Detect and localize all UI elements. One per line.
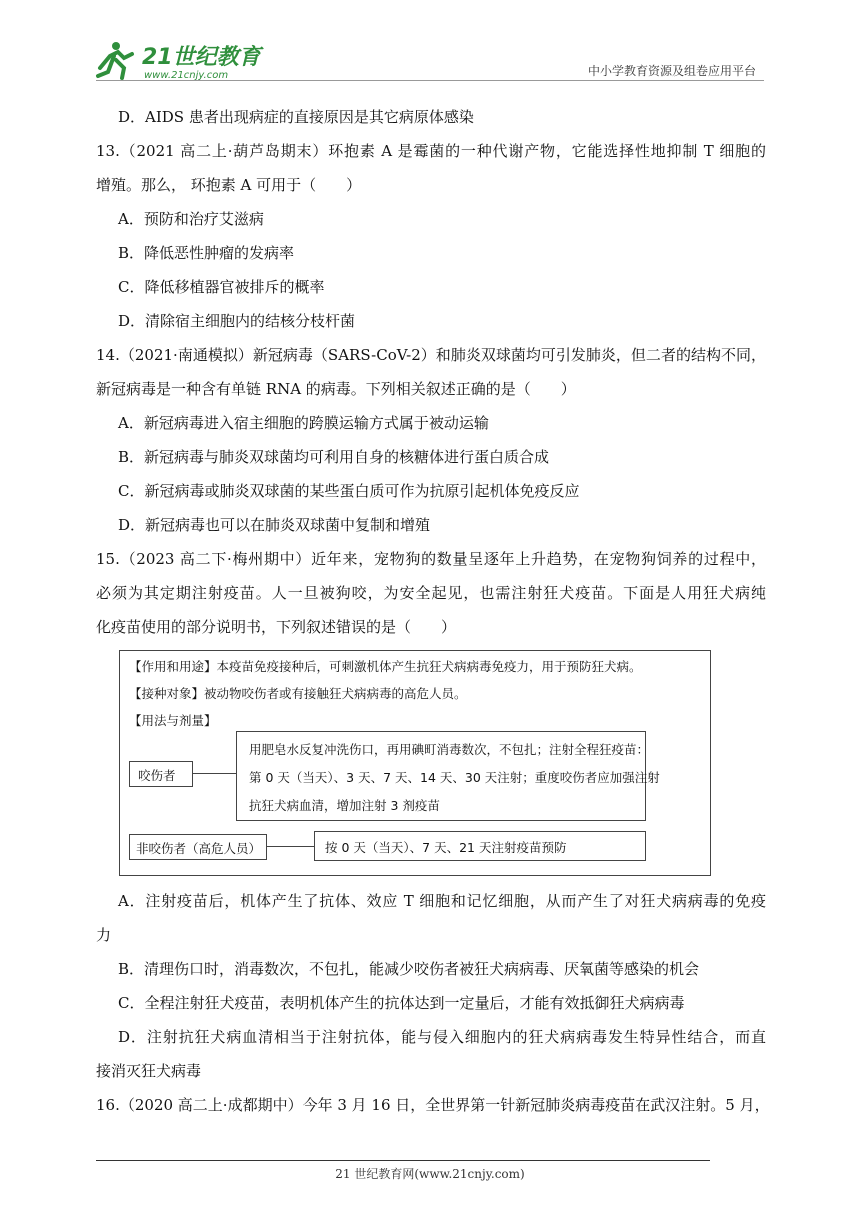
header-divider [96, 80, 764, 81]
q15-option-c: C．全程注射狂犬疫苗，表明机体产生的抗体达到一定量后，才能有效抵御狂犬病病毒 [118, 994, 685, 1012]
dosage-heading: 【用法与剂量】 [129, 713, 217, 728]
question-15-line-3: 化疫苗使用的部分说明书，下列叙述错误的是（ ） [96, 618, 457, 636]
site-logo [94, 38, 264, 82]
question-16-line-1: 16.（2020 高二上·成都期中）今年 3 月 16 日，全世界第一针新冠肺炎病毒疫苗在武汉注射。5 月， [96, 1096, 770, 1114]
vaccine-instructions-figure [119, 650, 711, 876]
footer-divider [96, 1160, 710, 1161]
logo-url: www.21cnjy.com [144, 70, 229, 81]
question-14-line-1: 14.（2021·南通模拟）新冠病毒（SARS-CoV-2）和肺炎双球菌均可引发肺炎，但二者的结构不同， [96, 346, 766, 364]
q15-option-a-line-1: A．注射疫苗后，机体产生了抗体、效应 T 细胞和记忆细胞，从而产生了对狂犬病病毒的免疫 [118, 892, 766, 910]
q13-option-a: A．预防和治疗艾滋病 [118, 210, 264, 228]
question-14-line-2: 新冠病毒是一种含有单链 RNA 的病毒。下列相关叙述正确的是（ ） [96, 380, 576, 398]
target-row: 【接种对象】被动物咬伤者或有接触狂犬病病毒的高危人员。 [129, 686, 467, 701]
bitten-instructions-box [236, 731, 660, 821]
logo-text: 21世纪教育 [142, 45, 261, 70]
nonbitten-box [129, 834, 267, 860]
platform-name: 中小学教育资源及组卷应用平台 [587, 64, 756, 78]
bitten-text-line-2: 第 0 天（当天）、3 天、7 天、14 天、30 天注射；重度咬伤者应加强注射 [249, 770, 660, 785]
question-15-line-1: 15.（2023 高二下·梅州期中）近年来，宠物狗的数量呈逐年上升趋势，在宠物狗饲养的过程中， [96, 550, 766, 568]
nonbitten-connector [266, 846, 314, 847]
bitten-text-line-1: 用肥皂水反复冲洗伤口，再用碘町消毒数次，不包扎；注射全程狂疫苗： [249, 742, 650, 757]
usage-row: 【作用和用途】本疫苗免疫接种后，可刺激机体产生抗狂犬病病毒免疫力，用于预防狂犬病。 [129, 659, 642, 674]
question-13-line-2: 增殖。那么， 环抱素 A 可用于（ ） [96, 176, 362, 194]
q14-option-d: D．新冠病毒也可以在肺炎双球菌中复制和增殖 [118, 516, 431, 534]
q15-option-a-line-2: 力 [96, 926, 112, 944]
q14-option-b: B．新冠病毒与肺炎双球菌均可利用自身的核糖体进行蛋白质合成 [118, 448, 550, 466]
q14-option-a: A．新冠病毒进入宿主细胞的跨膜运输方式属于被动运输 [118, 414, 489, 432]
running-man-icon [98, 42, 132, 78]
bitten-connector [192, 773, 236, 774]
footer-text: 21 世纪教育网(www.21cnjy.com) [335, 1167, 525, 1181]
bitten-label: 咬伤者 [138, 768, 176, 783]
page-content [96, 100, 770, 1122]
bitten-box [129, 761, 193, 787]
question-15-line-2: 必须为其定期注射疫苗。人一旦被狗咬，为安全起见，也需注射狂犬疫苗。下面是人用狂犬病纯 [96, 584, 766, 602]
q15-option-d-line-1: D．注射抗狂犬病血清相当于注射抗体，能与侵入细胞内的狂犬病病毒发生特异性结合，而直 [118, 1028, 766, 1046]
option-d-prev: D．AIDS 患者出现病症的直接原因是其它病原体感染 [118, 108, 474, 126]
nonbitten-label: 非咬伤者（高危人员） [136, 841, 262, 856]
q13-option-b: B．降低恶性肿瘤的发病率 [118, 244, 295, 262]
bitten-text-line-3: 抗狂犬病血清，增加注射 3 剂疫苗 [249, 798, 440, 813]
nonbitten-text: 按 0 天（当天）、7 天、21 天注射疫苗预防 [325, 840, 567, 855]
q14-option-c: C．新冠病毒或肺炎双球菌的某些蛋白质可作为抗原引起机体免疫反应 [118, 482, 580, 500]
q13-option-c: C．降低移植器官被排斥的概率 [118, 278, 325, 296]
q15-option-b: B．清理伤口时，消毒数次，不包扎，能减少咬伤者被狂犬病病毒、厌氧菌等感染的机会 [118, 960, 700, 978]
question-13-line-1: 13.（2021 高二上·葫芦岛期末）环抱素 A 是霉菌的一种代谢产物，它能选择性地抑制 T 细胞的 [96, 142, 766, 160]
nonbitten-instructions-box [314, 831, 646, 861]
q15-option-d-line-2: 接消灭狂犬病毒 [96, 1062, 202, 1080]
q13-option-d: D．清除宿主细胞内的结核分枝杆菌 [118, 312, 356, 330]
